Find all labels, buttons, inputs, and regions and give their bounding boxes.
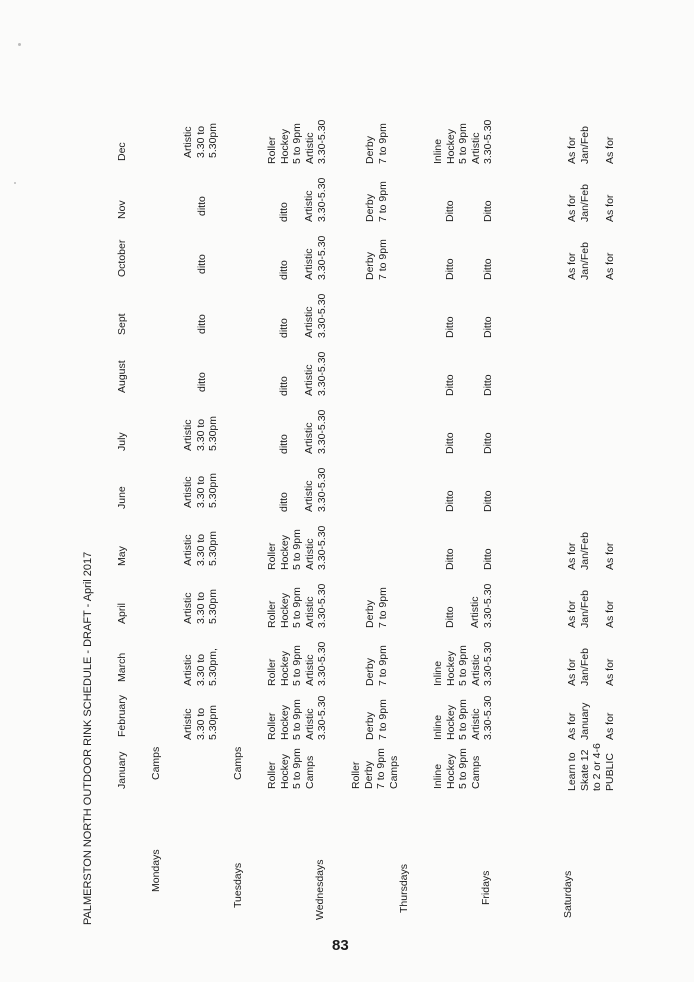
sat-feb-cell: As for January As for <box>566 702 616 740</box>
fri-aug-cell: Ditto Ditto <box>444 374 494 396</box>
month-header-may: May <box>116 546 128 566</box>
fri-sep-cell: Ditto Ditto <box>444 316 494 338</box>
mon-mar-cell: Artistic 3.30 to 5.30pm, <box>182 648 219 686</box>
fri-jul-cell: Ditto Ditto <box>444 432 494 454</box>
wed-feb-cell: Roller Hockey 5 to 9pm Artistic 3.30-5.30 <box>266 695 328 740</box>
month-header-february: February <box>116 694 128 737</box>
fri-jan-cell: Inline Hockey 5 to 9pm Camps <box>432 748 482 789</box>
wed-mar-cell: Roller Hockey 5 to 9pm Artistic 3.30-5.30 <box>266 641 328 686</box>
sat-jan-cell: Learn to Skate 12 to 2 or 4-6 PUBLIC <box>566 743 616 791</box>
scan-speck <box>18 43 21 46</box>
mon-feb-cell: Artistic 3.30 to 5.30pm <box>182 704 219 740</box>
month-header-january: January <box>116 751 128 789</box>
thu-oct-cell: Derby 7 to 9pm <box>364 239 389 280</box>
mon-dec-cell: Artistic 3.30 to 5.30pm <box>182 122 219 158</box>
sat-nov-cell: As for Jan/Feb As for <box>566 184 616 222</box>
thu-mar-cell: Derby 7 to 9pm <box>364 645 389 686</box>
day-label-tuesdays: Tuesdays <box>232 862 244 908</box>
month-header-nov: Nov <box>116 200 128 219</box>
month-header-april: April <box>116 602 128 624</box>
wed-apr-cell: Roller Hockey 5 to 9pm Artistic 3.30-5.30 <box>266 583 328 628</box>
mon-sep-cell: ditto <box>196 314 208 334</box>
month-header-october: October <box>116 239 128 277</box>
day-label-wednesdays: Wednesdays <box>314 859 326 920</box>
mon-apr-cell: Artistic 3.30 to 5.30pm <box>182 588 219 624</box>
fri-apr-cell: Ditto Artistic 3.30-5.30 <box>444 583 494 628</box>
page-number: 83 <box>332 937 349 954</box>
mon-aug-cell: ditto <box>196 372 208 392</box>
fri-dec-cell: Inline Hockey 5 to 9pm Artistic 3.30-5.30 <box>432 119 494 164</box>
fri-may-cell: Ditto Ditto <box>444 548 494 570</box>
fri-nov-cell: Ditto Ditto <box>444 200 494 222</box>
sat-dec-cell: As for Jan/Feb As for <box>566 126 616 164</box>
thu-jan-cell: Roller Derby 7 to 9pm Camps <box>350 748 400 789</box>
wed-jul-cell: ditto Artistic 3.30-5.30 <box>278 409 328 454</box>
mon-oct-cell: ditto <box>196 254 208 274</box>
month-header-dec: Dec <box>116 142 128 161</box>
sat-mar-cell: As for Jan/Feb As for <box>566 648 616 686</box>
sat-may-cell: As for Jan/Feb As for <box>566 532 616 570</box>
sat-apr-cell: As for Jan/Feb As for <box>566 590 616 628</box>
wed-sep-cell: ditto Artistic 3.30-5.30 <box>278 293 328 338</box>
month-header-july: July <box>116 432 128 451</box>
mon-nov-cell: ditto <box>196 196 208 216</box>
wed-jan-cell: Roller Hockey 5 to 9pm Camps <box>266 748 316 789</box>
schedule-title: PALMERSTON NORTH OUTDOOR RINK SCHEDULE - DRAFT - April 2017 <box>82 551 94 925</box>
month-header-sept: Sept <box>116 313 128 335</box>
wed-aug-cell: ditto Artistic 3.30-5.30 <box>278 351 328 396</box>
fri-oct-cell: Ditto Ditto <box>444 258 494 280</box>
fri-feb-cell: Inline Hockey 5 to 9pm Artistic 3.30-5.30 <box>432 695 494 740</box>
thu-dec-cell: Derby 7 to 9pm <box>364 123 389 164</box>
sat-oct-cell: As for Jan/Feb As for <box>566 242 616 280</box>
fri-jun-cell: Ditto Ditto <box>444 490 494 512</box>
mon-jan-cell: Camps <box>150 746 162 780</box>
wed-dec-cell: Roller Hockey 5 to 9pm Artistic 3.30-5.30 <box>266 119 328 164</box>
wed-nov-cell: ditto Artistic 3.30-5.30 <box>278 177 328 222</box>
thu-apr-cell: Derby 7 to 9pm <box>364 587 389 628</box>
wed-jun-cell: ditto Artistic 3.30-5.30 <box>278 467 328 512</box>
mon-may-cell: Artistic 3.30 to 5.30pm <box>182 530 219 566</box>
month-header-june: June <box>116 486 128 509</box>
day-label-saturdays: Saturdays <box>562 870 574 918</box>
tue-jan-cell: Camps <box>232 746 244 780</box>
thu-nov-cell: Derby 7 to 9pm <box>364 181 389 222</box>
month-header-august: August <box>116 360 128 393</box>
mon-jul-cell: Artistic 3.30 to 5.30pm <box>182 415 219 451</box>
mon-jun-cell: Artistic 3.30 to 5.30pm <box>182 472 219 508</box>
day-label-thursdays: Thursdays <box>398 863 410 913</box>
thu-feb-cell: Derby 7 to 9pm <box>364 699 389 740</box>
wed-oct-cell: ditto Artistic 3.30-5.30 <box>278 235 328 280</box>
day-label-fridays: Fridays <box>480 870 492 905</box>
day-label-mondays: Mondays <box>150 849 162 892</box>
wed-may-cell: Roller Hockey 5 to 9pm Artistic 3.30-5.30 <box>266 525 328 570</box>
scan-speck <box>14 182 16 184</box>
month-header-march: March <box>116 652 128 682</box>
fri-mar-cell: Inline Hockey 5 to 9pm Artistic 3.30-5.30 <box>432 641 494 686</box>
